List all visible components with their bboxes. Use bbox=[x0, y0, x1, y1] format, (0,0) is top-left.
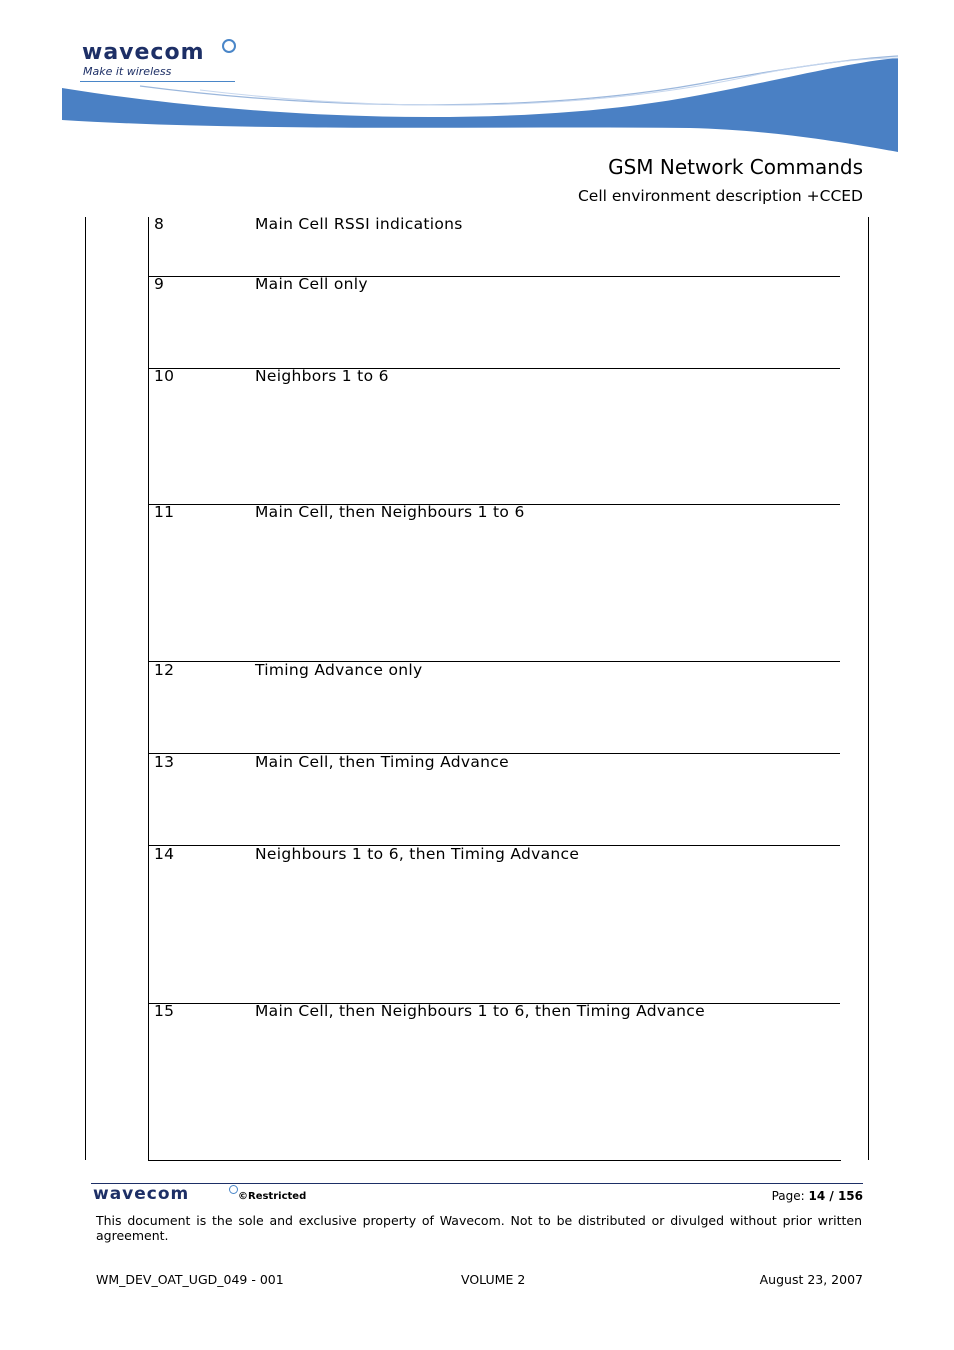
page-separator: / bbox=[825, 1189, 838, 1203]
row-value: 12 bbox=[154, 661, 175, 679]
row-value: 13 bbox=[154, 753, 175, 771]
row-description: Timing Advance only bbox=[255, 661, 423, 679]
document-date: August 23, 2007 bbox=[759, 1272, 863, 1287]
row-description: Neighbors 1 to 6 bbox=[255, 367, 389, 385]
footer-wavecom-logo: wavecom bbox=[93, 1184, 190, 1204]
row-description: Main Cell, then Timing Advance bbox=[255, 753, 509, 771]
row-description: Main Cell, then Neighbours 1 to 6, then Timing Advance bbox=[255, 1002, 705, 1020]
footer-rule bbox=[91, 1183, 863, 1184]
logo-tagline: Make it wireless bbox=[83, 65, 172, 78]
page-right-rule bbox=[868, 217, 869, 1160]
page-current: 14 bbox=[808, 1189, 826, 1203]
row-divider bbox=[148, 276, 840, 277]
document-volume: VOLUME 2 bbox=[461, 1272, 526, 1287]
row-description: Main Cell RSSI indications bbox=[255, 215, 463, 233]
row-description: Main Cell, then Neighbours 1 to 6 bbox=[255, 503, 525, 521]
row-value: 10 bbox=[154, 367, 175, 385]
page-number bbox=[772, 1189, 863, 1203]
row-divider bbox=[148, 661, 840, 662]
row-description: Main Cell only bbox=[255, 275, 368, 293]
row-value: 15 bbox=[154, 1002, 175, 1020]
row-divider bbox=[148, 368, 840, 369]
row-description: Neighbours 1 to 6, then Timing Advance bbox=[255, 845, 580, 863]
page-left-rule bbox=[85, 217, 86, 1160]
page-title: GSM Network Commands bbox=[608, 155, 863, 179]
table-left-border bbox=[148, 217, 149, 1161]
logo-swirl-icon bbox=[222, 39, 236, 53]
wavecom-logo: wavecom bbox=[82, 40, 205, 65]
row-value: 9 bbox=[154, 275, 165, 293]
page-total: 156 bbox=[837, 1189, 863, 1203]
page-subtitle: Cell environment description +CCED bbox=[577, 187, 863, 205]
table-bottom-border bbox=[148, 1160, 841, 1161]
logo-underline bbox=[80, 81, 235, 82]
document-reference: WM_DEV_OAT_UGD_049 - 001 bbox=[96, 1272, 284, 1287]
row-value: 14 bbox=[154, 845, 175, 863]
confidentiality-notice: This document is the sole and exclusive property of Wavecom. Not to be distributed or divulged without prior written agreement. bbox=[96, 1213, 862, 1243]
row-value: 8 bbox=[154, 215, 165, 233]
restricted-label: ©Restricted bbox=[238, 1191, 307, 1202]
page-label: Page: bbox=[771, 1189, 809, 1203]
footer-logo-swirl-icon bbox=[229, 1185, 238, 1194]
row-value: 11 bbox=[154, 503, 175, 521]
